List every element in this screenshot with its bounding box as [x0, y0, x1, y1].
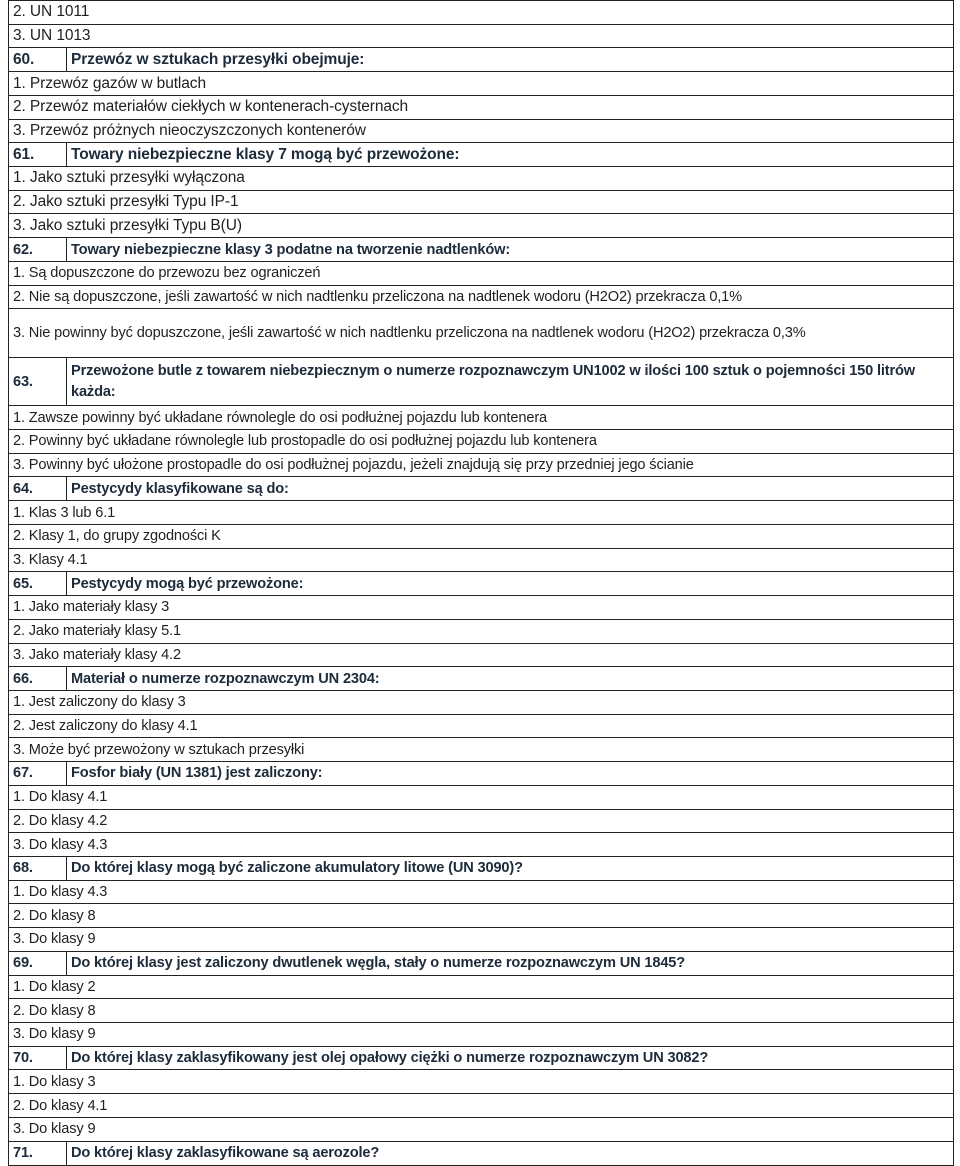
- question-row: [9, 143, 954, 167]
- question-number: 71.: [9, 1141, 67, 1165]
- question-text: Towary niebezpieczne klasy 3 podatne na tworzenie nadtlenków:: [67, 238, 954, 262]
- answer-option: 3. Nie powinny być dopuszczone, jeśli zawartość w nich nadtlenku przeliczona na nadtlenek wodoru (H2O2) przekracza 0,3%: [9, 309, 954, 357]
- answer-option: 3. Klasy 4.1: [9, 548, 954, 572]
- question-number: 68.: [9, 856, 67, 880]
- answer-row: [9, 1023, 954, 1047]
- answer-row: [9, 95, 954, 119]
- answer-row: [9, 596, 954, 620]
- answer-option: 2. Do klasy 8: [9, 999, 954, 1023]
- answer-option: 1. Jako sztuki przesyłki wyłączona: [9, 167, 954, 191]
- question-text: Materiał o numerze rozpoznawczym UN 2304:: [67, 667, 954, 691]
- question-number: 67.: [9, 762, 67, 786]
- answer-row: [9, 119, 954, 143]
- answer-option: 3. Powinny być ułożone prostopadle do osi podłużnej pojazdu, jeżeli znajdują się przy przedniej jego ścianie: [9, 453, 954, 477]
- answer-row: [9, 975, 954, 999]
- answer-option: 2. Do klasy 4.1: [9, 1094, 954, 1118]
- question-text: Do której klasy mogą być zaliczone akumulatory litowe (UN 3090)?: [67, 856, 954, 880]
- answer-row: [9, 190, 954, 214]
- answer-row: [9, 501, 954, 525]
- question-row: [9, 238, 954, 262]
- question-number: 65.: [9, 572, 67, 596]
- answer-row: [9, 24, 954, 48]
- answer-option: 1. Jako materiały klasy 3: [9, 596, 954, 620]
- answer-option: 1. Jest zaliczony do klasy 3: [9, 690, 954, 714]
- question-text: Towary niebezpieczne klasy 7 mogą być przewożone:: [67, 143, 954, 167]
- answer-option: 2. Do klasy 4.2: [9, 809, 954, 833]
- answer-row: [9, 880, 954, 904]
- answer-row: [9, 785, 954, 809]
- answer-option: 3. Do klasy 4.3: [9, 833, 954, 857]
- question-text: Przewóz w sztukach przesyłki obejmuje:: [67, 48, 954, 72]
- question-number: 70.: [9, 1046, 67, 1070]
- answer-row: [9, 999, 954, 1023]
- question-number: 62.: [9, 238, 67, 262]
- answer-option: 2. UN 1011: [9, 1, 954, 25]
- answer-option: 1. Przewóz gazów w butlach: [9, 72, 954, 96]
- answer-row: [9, 738, 954, 762]
- answer-row: [9, 1094, 954, 1118]
- question-number: 66.: [9, 667, 67, 691]
- answer-row: [9, 261, 954, 285]
- answer-row: [9, 619, 954, 643]
- question-number: 69.: [9, 951, 67, 975]
- answer-option: 1. Do klasy 4.3: [9, 880, 954, 904]
- answer-row: [9, 1117, 954, 1141]
- question-text: Pestycydy mogą być przewożone:: [67, 572, 954, 596]
- question-row: [9, 667, 954, 691]
- answer-row: [9, 714, 954, 738]
- question-table-body: [9, 1, 954, 1166]
- answer-row: [9, 1070, 954, 1094]
- answer-option: 3. Przewóz próżnych nieoczyszczonych kontenerów: [9, 119, 954, 143]
- answer-option: 2. Powinny być układane równolegle lub prostopadle do osi podłużnej pojazdu lub kontenera: [9, 430, 954, 454]
- answer-row: [9, 524, 954, 548]
- answer-option: 1. Są dopuszczone do przewozu bez ograniczeń: [9, 261, 954, 285]
- question-row: [9, 1141, 954, 1165]
- question-text: Przewożone butle z towarem niebezpiecznym o numerze rozpoznawczym UN1002 w ilości 100 sztuk o pojemności 150 litrów każda:: [67, 357, 954, 405]
- answer-option: 3. Do klasy 9: [9, 1117, 954, 1141]
- question-row: [9, 762, 954, 786]
- question-row: [9, 856, 954, 880]
- answer-row: [9, 167, 954, 191]
- answer-row: [9, 406, 954, 430]
- answer-row: [9, 285, 954, 309]
- answer-option: 1. Do klasy 3: [9, 1070, 954, 1094]
- answer-option: 3. Jako sztuki przesyłki Typu B(U): [9, 214, 954, 238]
- answer-row: [9, 214, 954, 238]
- question-row: [9, 477, 954, 501]
- answer-option: 2. Klasy 1, do grupy zgodności K: [9, 524, 954, 548]
- answer-option: 3. Jako materiały klasy 4.2: [9, 643, 954, 667]
- answer-option: 1. Do klasy 2: [9, 975, 954, 999]
- question-row: [9, 1046, 954, 1070]
- answer-option: 3. Do klasy 9: [9, 928, 954, 952]
- question-text: Pestycydy klasyfikowane są do:: [67, 477, 954, 501]
- question-number: 60.: [9, 48, 67, 72]
- question-row: [9, 572, 954, 596]
- answer-option: 3. Do klasy 9: [9, 1023, 954, 1047]
- answer-option: 2. Nie są dopuszczone, jeśli zawartość w nich nadtlenku przeliczona na nadtlenek wodoru (H2O2) przekracza 0,1%: [9, 285, 954, 309]
- answer-row: [9, 904, 954, 928]
- answer-row: [9, 72, 954, 96]
- answer-option: 2. Jako materiały klasy 5.1: [9, 619, 954, 643]
- question-row: [9, 48, 954, 72]
- question-text: Do której klasy jest zaliczony dwutlenek węgla, stały o numerze rozpoznawczym UN 1845?: [67, 951, 954, 975]
- answer-row: [9, 643, 954, 667]
- answer-row: [9, 453, 954, 477]
- answer-option: 1. Klas 3 lub 6.1: [9, 501, 954, 525]
- answer-row: [9, 833, 954, 857]
- answer-option: 2. Jako sztuki przesyłki Typu IP-1: [9, 190, 954, 214]
- question-row: [9, 951, 954, 975]
- question-number: 63.: [9, 357, 67, 405]
- answer-option: 2. Jest zaliczony do klasy 4.1: [9, 714, 954, 738]
- answer-option: 3. Może być przewożony w sztukach przesyłki: [9, 738, 954, 762]
- answer-row: [9, 809, 954, 833]
- answer-option: 2. Przewóz materiałów ciekłych w kontenerach-cysternach: [9, 95, 954, 119]
- answer-option: 2. Do klasy 8: [9, 904, 954, 928]
- question-row: [9, 357, 954, 405]
- answer-option: 3. UN 1013: [9, 24, 954, 48]
- question-table: [8, 0, 954, 1166]
- question-text: Do której klasy zaklasyfikowane są aerozole?: [67, 1141, 954, 1165]
- answer-row: [9, 690, 954, 714]
- answer-row: [9, 1, 954, 25]
- question-number: 64.: [9, 477, 67, 501]
- answer-row: [9, 548, 954, 572]
- question-text: Fosfor biały (UN 1381) jest zaliczony:: [67, 762, 954, 786]
- answer-row: [9, 430, 954, 454]
- question-text: Do której klasy zaklasyfikowany jest olej opałowy ciężki o numerze rozpoznawczym UN 3082?: [67, 1046, 954, 1070]
- answer-option: 1. Do klasy 4.1: [9, 785, 954, 809]
- answer-row: [9, 309, 954, 357]
- question-number: 61.: [9, 143, 67, 167]
- answer-option: 1. Zawsze powinny być układane równolegle do osi podłużnej pojazdu lub kontenera: [9, 406, 954, 430]
- answer-row: [9, 928, 954, 952]
